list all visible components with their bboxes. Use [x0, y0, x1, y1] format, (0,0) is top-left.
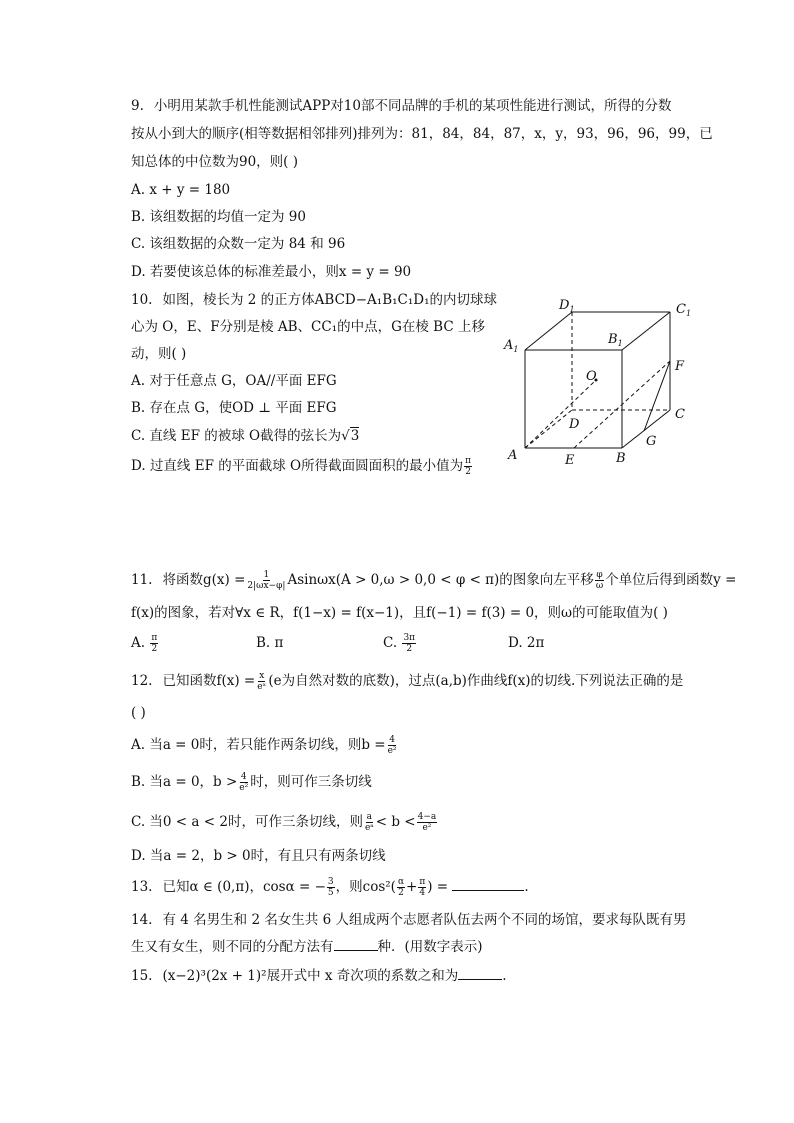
q9-option-d[interactable]: D. 若要使该总体的标准差最小，则x = y = 90 — [131, 264, 412, 280]
q12-fraction: $\frac{x}{\text{eˣ}}$ — [257, 671, 267, 692]
q13-end: . — [524, 879, 529, 895]
q11-option-a[interactable] — [131, 633, 159, 654]
q13-text-d: ) = — [427, 879, 449, 895]
q9-line1 — [131, 96, 671, 116]
q9-line2: 按从小到大的顺序(相等数据相邻排列)排列为：81，84，84，87，x，y，93，96，96，99，已 — [131, 126, 713, 142]
q10-line1 — [131, 290, 497, 310]
label-o: O — [586, 369, 597, 384]
q13-number: 13. — [131, 879, 153, 895]
q11-number: 11. — [131, 572, 153, 588]
q12-text-b: (e为自然对数的底数)，过点(a,b)作曲线f(x)的切线.下列说法正确的是 — [268, 673, 684, 689]
q12-option-c-mid: < b < — [375, 814, 416, 830]
q10-option-c-value: 3 — [350, 428, 360, 444]
label-a: A — [508, 448, 518, 463]
q10-option-c[interactable]: C. 直线 EF 的被球 O截得的弦长为√3 — [131, 428, 360, 444]
q9-text-1: 小明用某款手机性能测试APP对10部不同品牌的手机的某项性能进行测试，所得的分数 — [153, 98, 672, 114]
q10-option-d-text: D. 过直线 EF 的平面截球 O所得截面圆面积的最小值为 — [131, 458, 464, 474]
q11-option-d[interactable]: D. 2π — [508, 635, 545, 651]
q13-text-c: + — [406, 879, 418, 895]
q15-number: 15. — [131, 968, 153, 984]
q14-text-a: 生又有女生，则不同的分配方法有 — [131, 939, 334, 955]
q12-option-b-text: B. 当a = 0，b > — [131, 774, 238, 790]
q12-option-a[interactable] — [131, 735, 399, 756]
q11-option-c-fraction: $\frac{3\pi}{2}$ — [403, 633, 416, 654]
q12-option-b-fraction: $\frac{4}{\text{e²}}$ — [239, 772, 249, 793]
label-f: F — [675, 359, 685, 374]
q15-text: (x−2)³(2x + 1)²展开式中 x 奇次项的系数之和为 — [162, 968, 459, 984]
q10-option-c-text: C. 直线 EF 的被球 O截得的弦长为 — [131, 428, 342, 444]
q11-option-c-label: C. — [383, 635, 398, 651]
label-a1: $A_1$ — [504, 338, 519, 354]
q10-line3: 动，则( ) — [131, 346, 187, 362]
q9-option-a[interactable]: A. x + y = 180 — [131, 182, 231, 198]
edge-a1-d1 — [525, 312, 572, 350]
q12-option-c[interactable] — [131, 812, 438, 833]
q14-text-b: 种．(用数字表示) — [377, 939, 483, 955]
edge-b1-c1 — [622, 312, 670, 350]
q11-fraction-1: $\frac{1}{2|\omega x-\varphi|}$ — [247, 570, 286, 591]
label-b: B — [616, 451, 626, 466]
label-g: G — [646, 434, 657, 449]
q10-option-a[interactable]: A. 对于任意点 G，OA//平面 EFG — [131, 373, 337, 389]
q12-option-c-fraction-1: $\frac{a}{\text{eᵃ}}$ — [364, 812, 374, 833]
hidden-edge-a-d — [525, 410, 572, 448]
q15-end: . — [502, 968, 507, 984]
q10-option-d-fraction: $\frac{\pi}{2}$ — [465, 456, 472, 477]
q10-number: 10. — [131, 292, 153, 308]
q11-option-a-fraction: $\frac{\pi}{2}$ — [151, 633, 158, 654]
q10-option-d[interactable] — [131, 456, 473, 477]
q15-answer-blank[interactable] — [458, 967, 502, 980]
q15-line — [131, 966, 507, 986]
q14-answer-blank[interactable] — [334, 938, 378, 951]
q11-option-b[interactable]: B. π — [256, 635, 284, 651]
q10-option-b[interactable]: B. 存在点 G，使OD ⊥ 平面 EFG — [131, 400, 337, 416]
q11-line2: f(x)的图象，若对∀x ∈ R，f(1−x) = f(x−1)，且f(−1) = f(3) = 0，则ω的可能取值为( ) — [131, 605, 668, 621]
label-c: C — [675, 407, 685, 422]
cube-figure — [498, 292, 698, 472]
q14-line2 — [131, 937, 483, 957]
q11-text-c: 个单位后得到函数y = — [605, 572, 737, 588]
label-e: E — [565, 453, 575, 468]
q10-text-1: 如图，棱长为 2 的正方体ABCD−A₁B₁C₁D₁的内切球球 — [162, 292, 498, 308]
label-d: D — [569, 417, 580, 432]
q11-option-c[interactable] — [383, 633, 417, 654]
q13-answer-blank[interactable] — [452, 878, 524, 891]
q12-option-a-text: A. 当a = 0时，若只能作两条切线，则b = — [131, 737, 386, 753]
q9-line3: 知总体的中位数为90，则( ) — [131, 154, 299, 170]
q11-option-a-label: A. — [131, 635, 146, 651]
label-d1: $D_1$ — [559, 298, 575, 314]
q9-number: 9. — [131, 98, 144, 114]
q9-option-b[interactable]: B. 该组数据的均值一定为 90 — [131, 209, 306, 225]
q10-line2: 心为 O，E、F分别是棱 AB、CC₁的中点，G在棱 BC 上移 — [131, 319, 485, 335]
q12-line1 — [131, 671, 683, 692]
q13-fraction-3: $\frac{\pi}{4}$ — [419, 877, 426, 898]
q12-option-d[interactable]: D. 当a = 2，b > 0时，有且只有两条切线 — [131, 848, 386, 864]
q13-fraction-2: $\frac{\alpha}{2}$ — [397, 877, 405, 898]
q12-option-b[interactable] — [131, 772, 372, 793]
q12-line2: ( ) — [131, 705, 146, 721]
q13-text-b: ，则cos²( — [335, 879, 396, 895]
q14-text-1: 有 4 名男生和 2 名女生共 6 人组成两个志愿者队伍去两个不同的场馆，要求每队既有男 — [162, 912, 687, 928]
q12-option-c-fraction-2: $\frac{4-a}{\text{e²}}$ — [417, 812, 437, 833]
q12-option-c-text: C. 当0 < a < 2时，可作三条切线，则 — [131, 814, 363, 830]
label-c1: $C_1$ — [676, 302, 692, 318]
q14-number: 14. — [131, 912, 153, 928]
q11-text-a: 将函数g(x) = — [162, 572, 246, 588]
q12-number: 12. — [131, 673, 153, 689]
q9-option-c[interactable]: C. 该组数据的众数一定为 84 和 96 — [131, 236, 346, 252]
q11-fraction-2: $\frac{\varphi}{\omega}$ — [595, 570, 604, 591]
q13-fraction-1: $\frac{3}{5}$ — [327, 877, 334, 898]
q11-text-b: Asinωx(A > 0,ω > 0,0 < φ < π)的图象向左平移 — [287, 572, 594, 588]
q13-text-a: 已知α ∈ (0,π)，cosα = − — [162, 879, 326, 895]
q12-option-a-fraction: $\frac{4}{\text{e²}}$ — [387, 735, 397, 756]
q12-option-b-tail: 时，则可作三条切线 — [250, 774, 372, 790]
q14-line1 — [131, 910, 687, 930]
label-b1: $B_1$ — [608, 332, 623, 348]
q12-text-a: 已知函数f(x) = — [162, 673, 256, 689]
q11-line1 — [131, 570, 736, 591]
q13-line — [131, 877, 529, 898]
